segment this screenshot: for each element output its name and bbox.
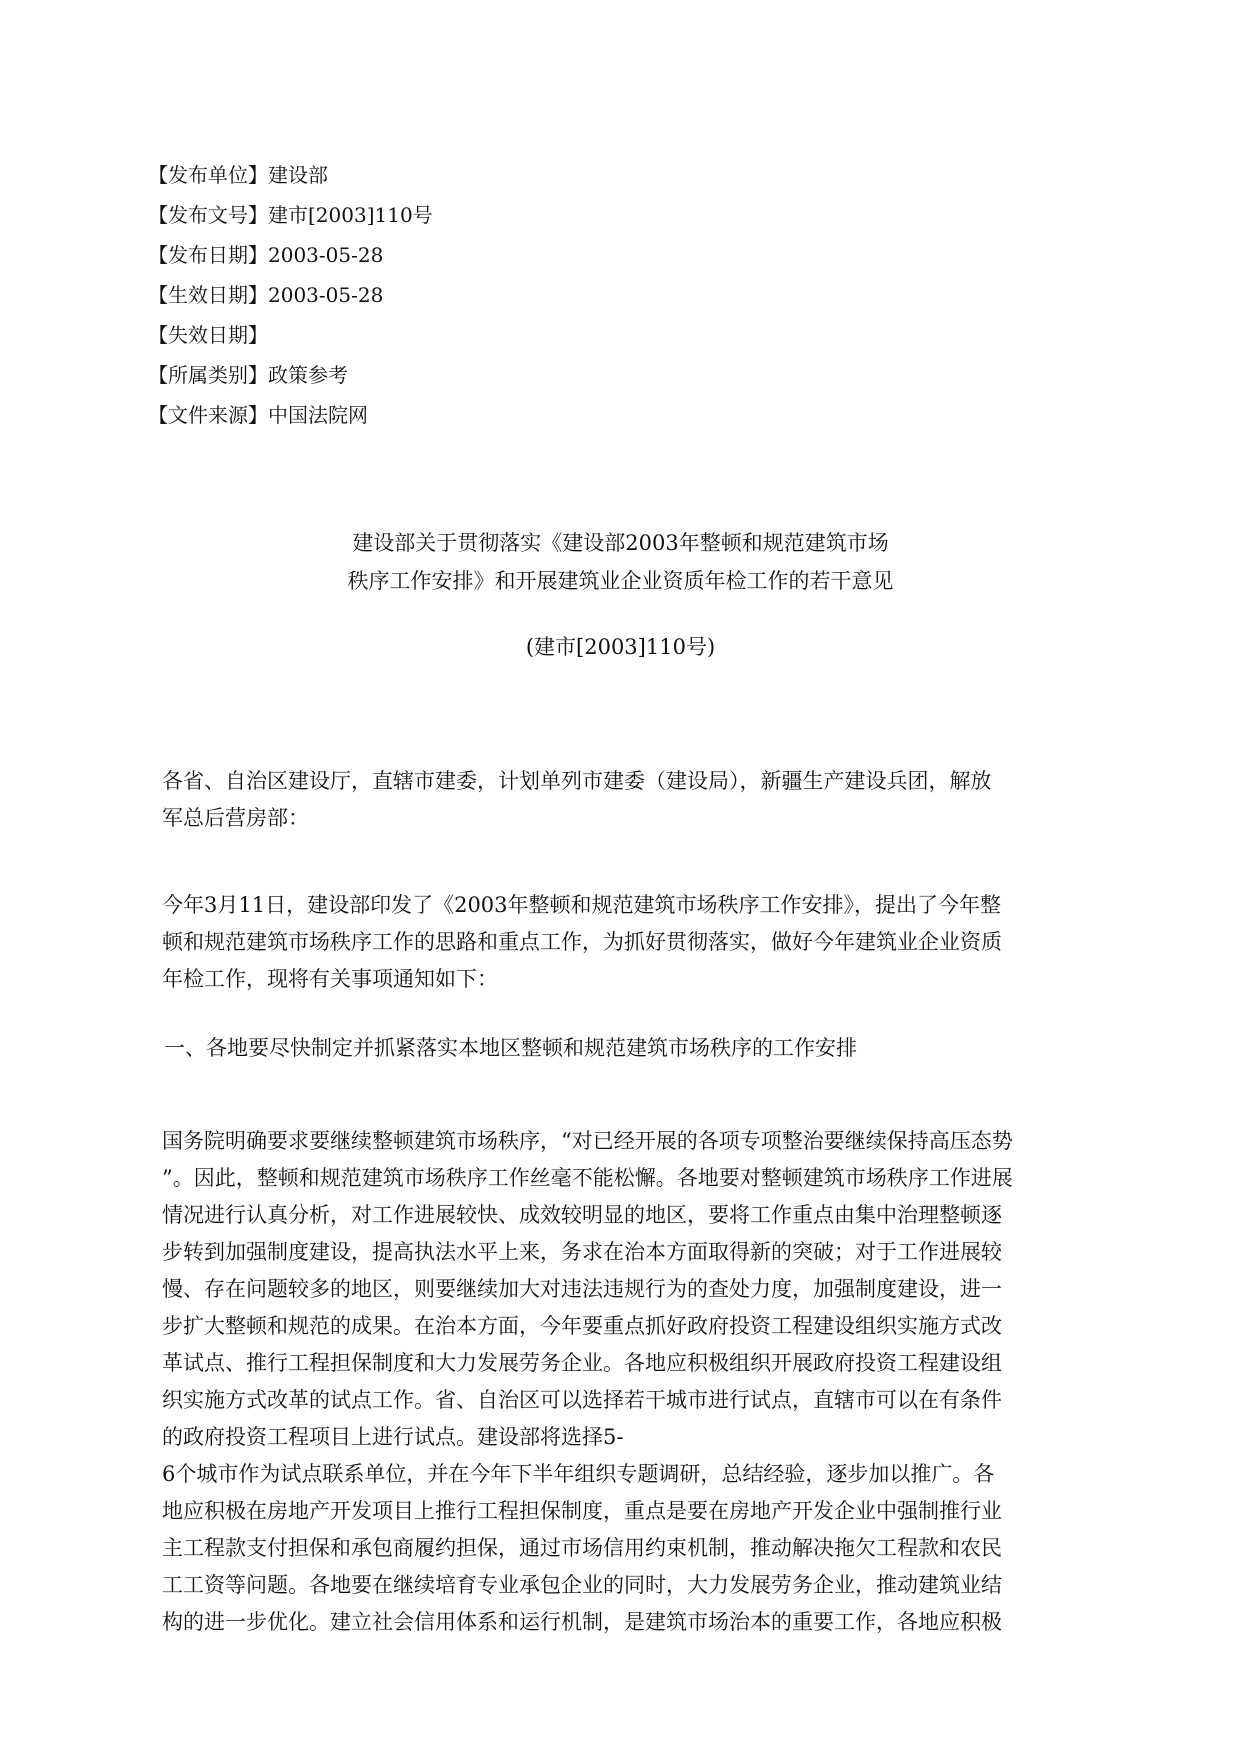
text-line: 国务院明确要求要继续整顿建筑市场秩序，“对已经开展的各项专项整治要继续保持高压态势	[162, 1129, 1013, 1153]
meta-label: 【所属类别】	[148, 363, 268, 387]
text-line: 主工程款支付担保和承包商履约担保，通过市场信用约束机制，推动解决拖欠工程款和农民	[162, 1536, 1002, 1560]
meta-value: 政策参考	[268, 363, 348, 387]
meta-value: 中国法院网	[268, 403, 368, 427]
meta-row-source	[148, 395, 433, 435]
meta-value: 2003-05-28	[268, 283, 384, 307]
text-line: 顿和规范建筑市场秩序工作的思路和重点工作，为抓好贯彻落实，做好今年建筑业企业资质	[162, 930, 1002, 954]
meta-row-doc-number	[148, 195, 433, 235]
meta-row-issuer	[148, 155, 433, 195]
meta-value: 2003-05-28	[268, 243, 384, 267]
section-heading	[164, 1030, 1084, 1067]
text-line: 织实施方式改革的试点工作。省、自治区可以选择若干城市进行试点，直辖市可以在有条件	[162, 1388, 1002, 1412]
text-line: 构的进一步优化。建立社会信用体系和运行机制，是建筑市场治本的重要工作，各地应积极	[162, 1610, 1002, 1634]
meta-row-effective-date	[148, 275, 433, 315]
meta-label: 【发布日期】	[148, 243, 268, 267]
meta-value: 建市[2003]110号	[268, 203, 433, 227]
meta-label: 【文件来源】	[148, 403, 268, 427]
text-line: 年检工作，现将有关事项通知如下：	[162, 967, 498, 991]
text-line: 今年3月11日，建设部印发了《2003年整顿和规范建筑市场秩序工作安排》，提出了今年整	[162, 893, 1002, 917]
section-paragraph	[162, 1123, 1082, 1641]
title-line-2: 秩序工作安排》和开展建筑业企业资质年检工作的若干意见	[347, 569, 894, 593]
meta-row-category	[148, 355, 433, 395]
meta-value: 建设部	[268, 163, 328, 187]
text-line: 革试点、推行工程担保制度和大力发展劳务企业。各地应积极组织开展政府投资工程建设组	[162, 1351, 1002, 1375]
document-number: (建市[2003]110号)	[525, 635, 716, 659]
document-title	[0, 524, 1241, 600]
meta-label: 【发布单位】	[148, 163, 268, 187]
intro-paragraph	[162, 887, 1082, 998]
text-line: ”。因此，整顿和规范建筑市场秩序工作丝毫不能松懈。各地要对整顿建筑市场秩序工作进展	[162, 1166, 1013, 1190]
meta-label: 【失效日期】	[148, 323, 268, 347]
text-line: 的政府投资工程项目上进行试点。建设部将选择5-	[162, 1425, 624, 1449]
text-line: 工工资等问题。各地要在继续培育专业承包企业的同时，大力发展劳务企业，推动建筑业结	[162, 1573, 1002, 1597]
title-line-1: 建设部关于贯彻落实《建设部2003年整顿和规范建筑市场	[352, 531, 889, 555]
text-line: 各省、自治区建设厅，直辖市建委，计划单列市建委（建设局），新疆生产建设兵团，解放	[162, 769, 992, 793]
text-line: 情况进行认真分析，对工作进展较快、成效较明显的地区，要将工作重点由集中治理整顿逐	[162, 1203, 1002, 1227]
meta-row-issue-date	[148, 235, 433, 275]
text-line: 地应积极在房地产开发项目上推行工程担保制度，重点是要在房地产开发企业中强制推行业	[162, 1499, 1002, 1523]
text-line: 6个城市作为试点联系单位，并在今年下半年组织专题调研，总结经验，逐步加以推广。各	[162, 1462, 995, 1486]
meta-label: 【发布文号】	[148, 203, 268, 227]
text-line: 步转到加强制度建设，提高执法水平上来，务求在治本方面取得新的突破；对于工作进展较	[162, 1240, 1002, 1264]
addressee-paragraph	[162, 763, 1082, 837]
document-metadata	[148, 155, 433, 435]
meta-row-expiry-date	[148, 315, 433, 355]
section-heading-text: 一、各地要尽快制定并抓紧落实本地区整顿和规范建筑市场秩序的工作安排	[164, 1036, 857, 1060]
text-line: 慢、存在问题较多的地区，则要继续加大对违法违规行为的查处力度，加强制度建设，进一	[162, 1277, 1002, 1301]
text-line: 步扩大整顿和规范的成果。在治本方面，今年要重点抓好政府投资工程建设组织实施方式改	[162, 1314, 1002, 1338]
text-line: 军总后营房部：	[162, 806, 309, 830]
meta-label: 【生效日期】	[148, 283, 268, 307]
